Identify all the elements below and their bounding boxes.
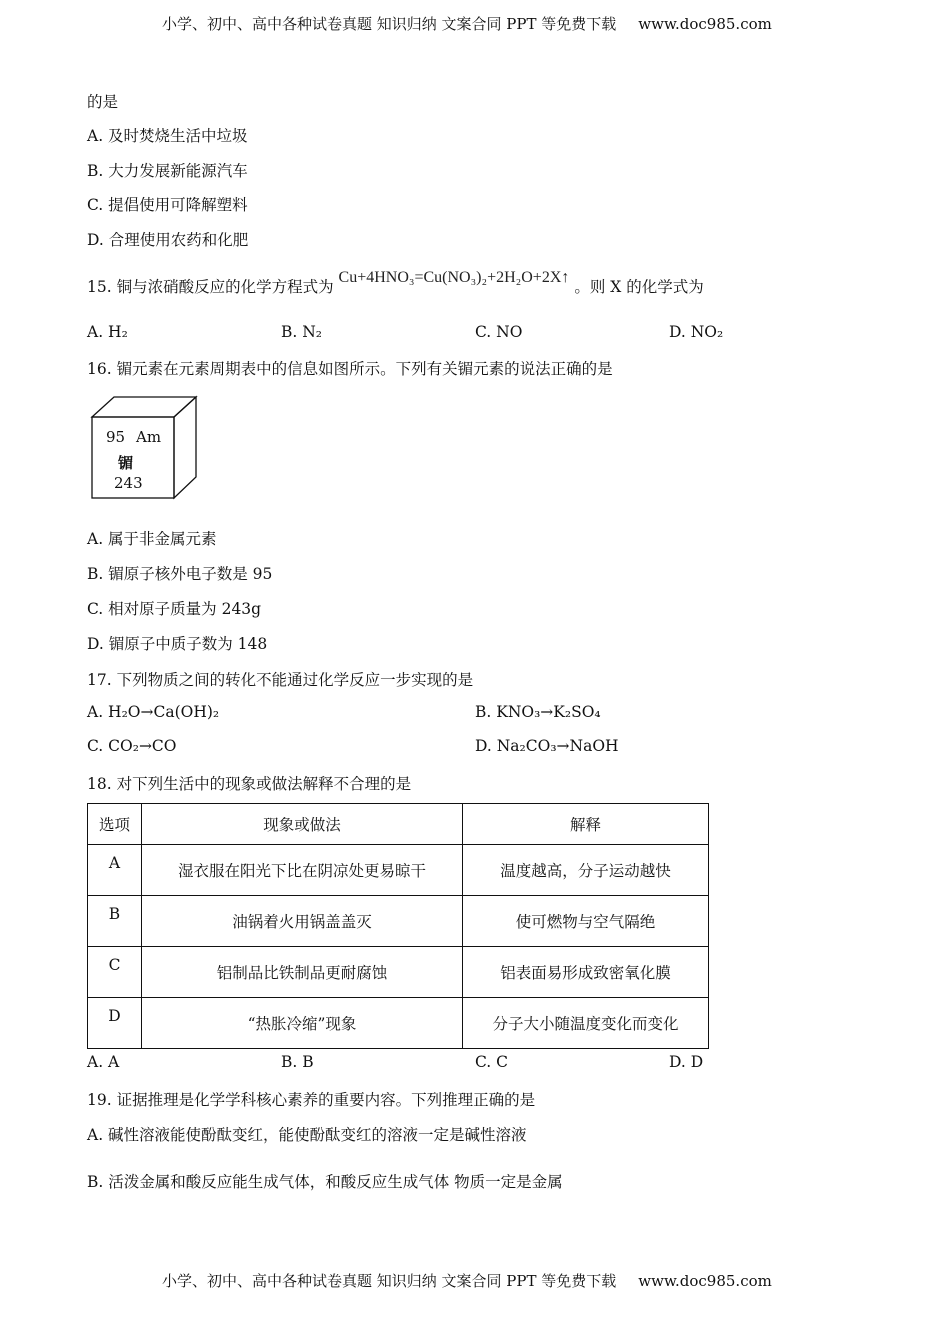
element-cell-figure <box>90 395 200 501</box>
table-cell: A <box>88 845 142 896</box>
q16-option-b: B. 镅原子核外电子数是 95 <box>87 565 273 583</box>
footer-text: 小学、初中、高中各种试卷真题 知识归纳 文案合同 PPT 等免费下载 <box>162 1272 617 1290</box>
table-row <box>88 998 709 1049</box>
q17-option-d: D. Na₂CO₃→NaOH <box>475 737 619 755</box>
table-cell: 油锅着火用锅盖盖灭 <box>142 896 463 947</box>
table-row <box>88 845 709 896</box>
table-cell: D <box>88 998 142 1049</box>
q17-option-c: C. CO₂→CO <box>87 737 177 755</box>
q15-option-c: C. NO <box>475 323 523 341</box>
footer-url[interactable]: www.doc985.com <box>638 1272 772 1290</box>
table-cell: 铝制品比铁制品更耐腐蚀 <box>142 947 463 998</box>
q15-option-b: B. N₂ <box>281 323 323 341</box>
table-row <box>88 896 709 947</box>
table-cell: 湿衣服在阳光下比在阴凉处更易晾干 <box>142 845 463 896</box>
q14-stem-tail: 的是 <box>87 93 119 111</box>
page-footer <box>162 1270 772 1291</box>
table-cell: 分子大小随温度变化而变化 <box>463 998 709 1049</box>
table-cell: C <box>88 947 142 998</box>
table-cell: B <box>88 896 142 947</box>
q18-option-a: A. A <box>87 1053 120 1071</box>
table-header-cell: 现象或做法 <box>142 804 463 845</box>
q19-option-a: A. 碱性溶液能使酚酞变红，能使酚酞变红的溶液一定是碱性溶液 <box>87 1126 527 1144</box>
q16-option-d: D. 镅原子中质子数为 148 <box>87 635 268 653</box>
q17-option-a: A. H₂O→Ca(OH)₂ <box>87 703 220 721</box>
q14-option-d: D. 合理使用农药和化肥 <box>87 231 249 249</box>
q18-stem: 18. 对下列生活中的现象或做法解释不合理的是 <box>87 775 412 793</box>
q14-option-a: A. 及时焚烧生活中垃圾 <box>87 127 248 145</box>
q16-stem: 16. 镅元素在元素周期表中的信息如图所示。下列有关镅元素的说法正确的是 <box>87 360 613 378</box>
element-mass: 243 <box>114 474 143 492</box>
q19-option-b: B. 活泼金属和酸反应能生成气体，和酸反应生成气体 物质一定是金属 <box>87 1173 563 1191</box>
q18-option-c: C. C <box>475 1053 509 1071</box>
q15-equation: Cu+4HNO₃=Cu(NO₃)₂+2H₂O+2X↑ <box>338 269 570 286</box>
q16-option-a: A. 属于非金属元素 <box>87 530 217 548</box>
element-cube-outline <box>90 395 200 501</box>
q15-prefix: 15. 铜与浓硝酸反应的化学方程式为 <box>87 278 334 296</box>
q19-stem: 19. 证据推理是化学学科核心素养的重要内容。下列推理正确的是 <box>87 1091 536 1109</box>
element-atomic-number: 95 <box>106 428 126 446</box>
table-header-row <box>88 804 709 845</box>
q17-stem: 17. 下列物质之间的转化不能通过化学反应一步实现的是 <box>87 671 474 689</box>
table-header-cell: 选项 <box>88 804 142 845</box>
header-text: 小学、初中、高中各种试卷真题 知识归纳 文案合同 PPT 等免费下载 <box>162 15 617 33</box>
table-row <box>88 947 709 998</box>
q18-table <box>87 803 709 1049</box>
element-symbol: Am <box>136 428 162 446</box>
table-cell: 温度越高，分子运动越快 <box>463 845 709 896</box>
table-cell: “热胀冷缩”现象 <box>142 998 463 1049</box>
q14-option-b: B. 大力发展新能源汽车 <box>87 162 248 180</box>
q18-option-b: B. B <box>281 1053 314 1071</box>
element-name: 镅 <box>118 454 134 472</box>
q14-option-c: C. 提倡使用可降解塑料 <box>87 196 248 214</box>
q15-suffix: 。则 X 的化学式为 <box>574 278 704 296</box>
q16-option-c: C. 相对原子质量为 243g <box>87 600 262 618</box>
header-url[interactable]: www.doc985.com <box>638 15 772 33</box>
table-cell: 使可燃物与空气隔绝 <box>463 896 709 947</box>
q18-option-d: D. D <box>669 1053 704 1071</box>
q15-option-a: A. H₂ <box>87 323 128 341</box>
page-header <box>162 13 772 34</box>
q17-option-b: B. KNO₃→K₂SO₄ <box>475 703 601 721</box>
table-header-cell: 解释 <box>463 804 709 845</box>
q15-option-d: D. NO₂ <box>669 323 724 341</box>
q15-stem <box>87 269 704 297</box>
table-cell: 铝表面易形成致密氧化膜 <box>463 947 709 998</box>
